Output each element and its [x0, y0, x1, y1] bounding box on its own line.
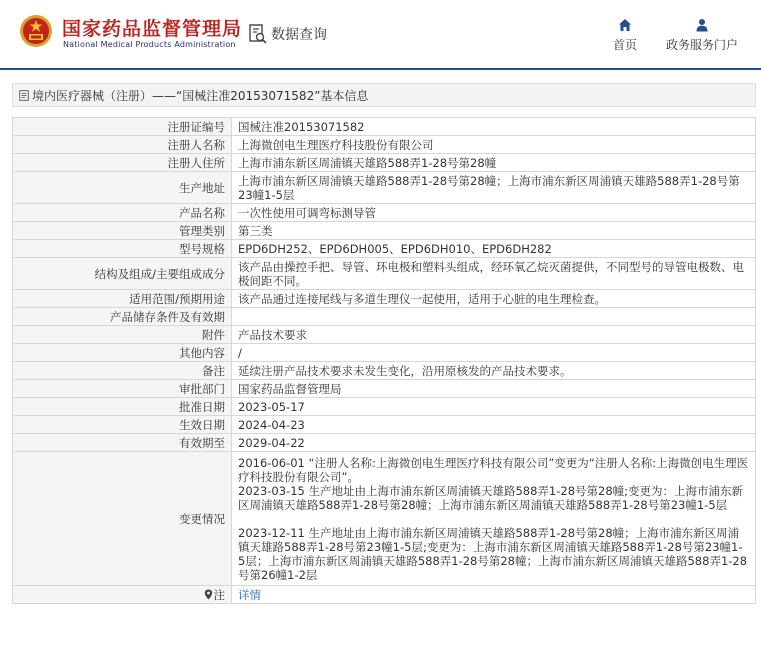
- field-label: 产品名称: [13, 204, 232, 222]
- field-label: 其他内容: [13, 344, 232, 362]
- table-row: [13, 380, 756, 398]
- field-label: 型号规格: [13, 240, 232, 258]
- field-value: 国家药品监督管理局: [232, 380, 756, 398]
- registration-info-table: [12, 117, 756, 604]
- note-value-cell: [232, 586, 756, 604]
- home-icon: [618, 18, 632, 32]
- field-value: 第三类: [232, 222, 756, 240]
- field-label: 审批部门: [13, 380, 232, 398]
- field-value: 2029-04-22: [232, 434, 756, 452]
- field-value: 产品技术要求: [232, 326, 756, 344]
- field-label: 备注: [13, 362, 232, 380]
- field-value: 2023-05-17: [232, 398, 756, 416]
- table-row: [13, 434, 756, 452]
- document-icon: [19, 90, 29, 101]
- field-label: 适用范围/预期用途: [13, 290, 232, 308]
- table-row: [13, 344, 756, 362]
- field-label: 产品储存条件及有效期: [13, 308, 232, 326]
- table-row-note: [13, 586, 756, 604]
- table-row: [13, 136, 756, 154]
- table-row: [13, 290, 756, 308]
- change-entry: 2023-03-15 生产地址由上海市浦东新区周浦镇天雄路588弄1-28号第28幢;变更为：上海市浦东新区周浦镇天雄路588弄1-28号第28幢；上海市浦东新区周浦镇天雄路588弄1-28号第23幢1-5层: [238, 483, 744, 512]
- site-name-en: National Medical Products Administration: [63, 40, 236, 49]
- table-row: [13, 240, 756, 258]
- table-row: [13, 204, 756, 222]
- details-link[interactable]: 详情: [238, 587, 261, 602]
- field-value: 上海市浦东新区周浦镇天雄路588弄1-28号第28幢；上海市浦东新区周浦镇天雄路588弄1-28号第23幢1-5层: [232, 172, 756, 204]
- table-row: [13, 308, 756, 326]
- field-label: 管理类别: [13, 222, 232, 240]
- field-value: 上海市浦东新区周浦镇天雄路588弄1-28号第28幢: [232, 154, 756, 172]
- data-query-link[interactable]: [249, 23, 327, 45]
- note-label-cell: [13, 586, 232, 604]
- nav-home[interactable]: [608, 18, 642, 53]
- field-value: 一次性使用可调弯标测导管: [232, 204, 756, 222]
- table-row: [13, 118, 756, 136]
- breadcrumb: [12, 83, 756, 107]
- field-value: EPD6DH252、EPD6DH005、EPD6DH010、EPD6DH282: [232, 240, 756, 258]
- change-entry: 2016-06-01 “注册人名称:上海微创电生理医疗科技有限公司”变更为“注册人名称:上海微创电生理医疗科技股份有限公司”。: [238, 455, 749, 484]
- field-label: 批准日期: [13, 398, 232, 416]
- table-row: [13, 172, 756, 204]
- table-row: [13, 362, 756, 380]
- field-label: 注册人住所: [13, 154, 232, 172]
- field-value: 国械注准20153071582: [232, 118, 756, 136]
- field-value: /: [232, 344, 756, 362]
- field-value: 延续注册产品技术要求未发生变化，沿用原核发的产品技术要求。: [232, 362, 756, 380]
- document-search-icon: [249, 24, 267, 44]
- field-label: 生效日期: [13, 416, 232, 434]
- field-value: 该产品通过连接尾线与多道生理仪一起使用，适用于心脏的电生理检查。: [232, 290, 756, 308]
- site-name[interactable]: 国家药品监督管理局: [62, 18, 243, 40]
- field-value: [232, 308, 756, 326]
- national-emblem-icon: [19, 14, 53, 48]
- nav-home-label: 首页: [612, 38, 637, 52]
- field-value: 该产品由操控手把、导管、环电极和塑料头组成，经环氧乙烷灭菌提供，不同型号的导管电极数、电极间距不同。: [232, 258, 756, 290]
- field-label: 注册证编号: [13, 118, 232, 136]
- field-label: 结构及组成/主要组成成分: [13, 258, 232, 290]
- breadcrumb-text: 境内医疗器械（注册）——“国械注准20153071582”基本信息: [32, 88, 369, 103]
- field-label: 注册人名称: [13, 136, 232, 154]
- table-row: [13, 258, 756, 290]
- site-header: [0, 0, 761, 68]
- table-row: [13, 398, 756, 416]
- nav-service-label: 政务服务门户: [665, 38, 738, 52]
- change-entry: 2023-12-11 生产地址由上海市浦东新区周浦镇天雄路588弄1-28号第28幢；上海市浦东新区周浦镇天雄路588弄1-28号第23幢1-5层;变更为：上海市浦东新区周浦镇天雄路588弄1-28号第23幢1-5层；上海市浦东新区周浦镇天雄路588弄1-28号第28幢；上海市浦东新区周浦镇天雄路588弄1-28号第26幢1-2层: [238, 525, 748, 582]
- field-label: 有效期至: [13, 434, 232, 452]
- location-pin-icon: [204, 589, 213, 600]
- field-value: 2024-04-23: [232, 416, 756, 434]
- field-label: 附件: [13, 326, 232, 344]
- table-row: [13, 222, 756, 240]
- data-query-label: 数据查询: [271, 27, 327, 43]
- header-divider: [0, 68, 761, 70]
- change-history: [232, 452, 756, 586]
- table-row-change-history: [13, 452, 756, 586]
- table-row: [13, 416, 756, 434]
- table-row: [13, 154, 756, 172]
- nav-service-portal[interactable]: [662, 18, 742, 53]
- field-value: 上海微创电生理医疗科技股份有限公司: [232, 136, 756, 154]
- note-label: 注: [213, 587, 225, 602]
- table-row: [13, 326, 756, 344]
- field-label: 变更情况: [13, 452, 232, 586]
- user-icon: [695, 18, 709, 32]
- change-spacer: [238, 512, 749, 526]
- field-label: 生产地址: [13, 172, 232, 204]
